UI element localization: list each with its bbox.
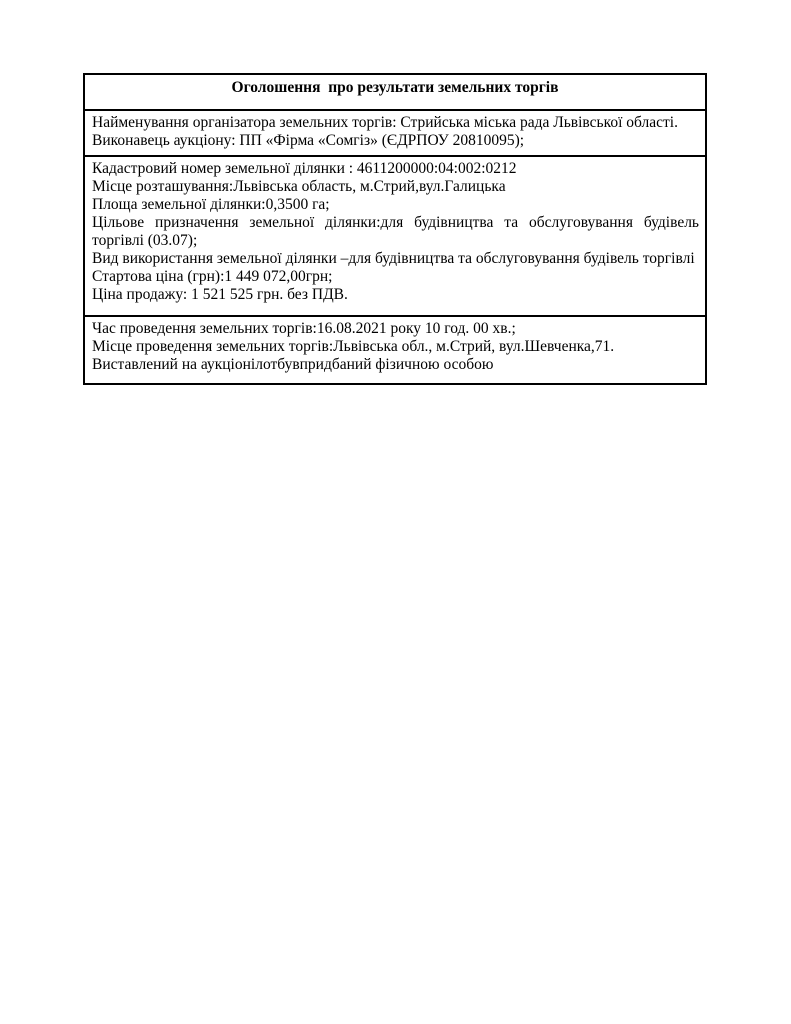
organizer-row <box>85 109 705 155</box>
organizer-name-line: Найменування організатора земельних торгів: Стрийська міська рада Львівської області. <box>92 114 678 131</box>
auction-time-line: Час проведення земельних торгів:16.08.2021 року 10 год. 00 хв.; <box>92 320 516 337</box>
document-title: Оголошення про результати земельних торгів <box>231 79 559 96</box>
cadastral-number-line: Кадастровий номер земельної ділянки : 4611200000:04:002:0212 <box>92 160 517 177</box>
auction-executor-line: Виконавець аукціону: ПП «Фірма «Сомгіз» (ЄДРПОУ 20810095); <box>92 132 525 149</box>
auction-details-row <box>85 315 705 383</box>
title-row <box>85 75 705 109</box>
announcement-table <box>83 73 707 385</box>
area-line: Площа земельної ділянки:0,3500 га; <box>92 196 330 213</box>
sale-price-line: Ціна продажу: 1 521 525 грн. без ПДВ. <box>92 286 348 303</box>
parcel-details-row <box>85 155 705 315</box>
starting-price-line: Стартова ціна (грн):1 449 072,00грн; <box>92 268 333 285</box>
auction-result-line: Виставлений на аукціонілотбувпридбаний фізичною особою <box>92 356 494 373</box>
auction-venue-line: Місце проведення земельних торгів:Львівська обл., м.Стрий, вул.Шевченка,71. <box>92 338 615 355</box>
usage-line: Вид використання земельної ділянки –для будівництва та обслуговування будівель торгівлі <box>92 250 695 267</box>
purpose-line: Цільове призначення земельної ділянки:для будівництва та обслуговування будівель торгівлі (03.07); <box>92 214 699 249</box>
location-line: Місце розташування:Львівська область, м.Стрий,вул.Галицька <box>92 178 506 195</box>
